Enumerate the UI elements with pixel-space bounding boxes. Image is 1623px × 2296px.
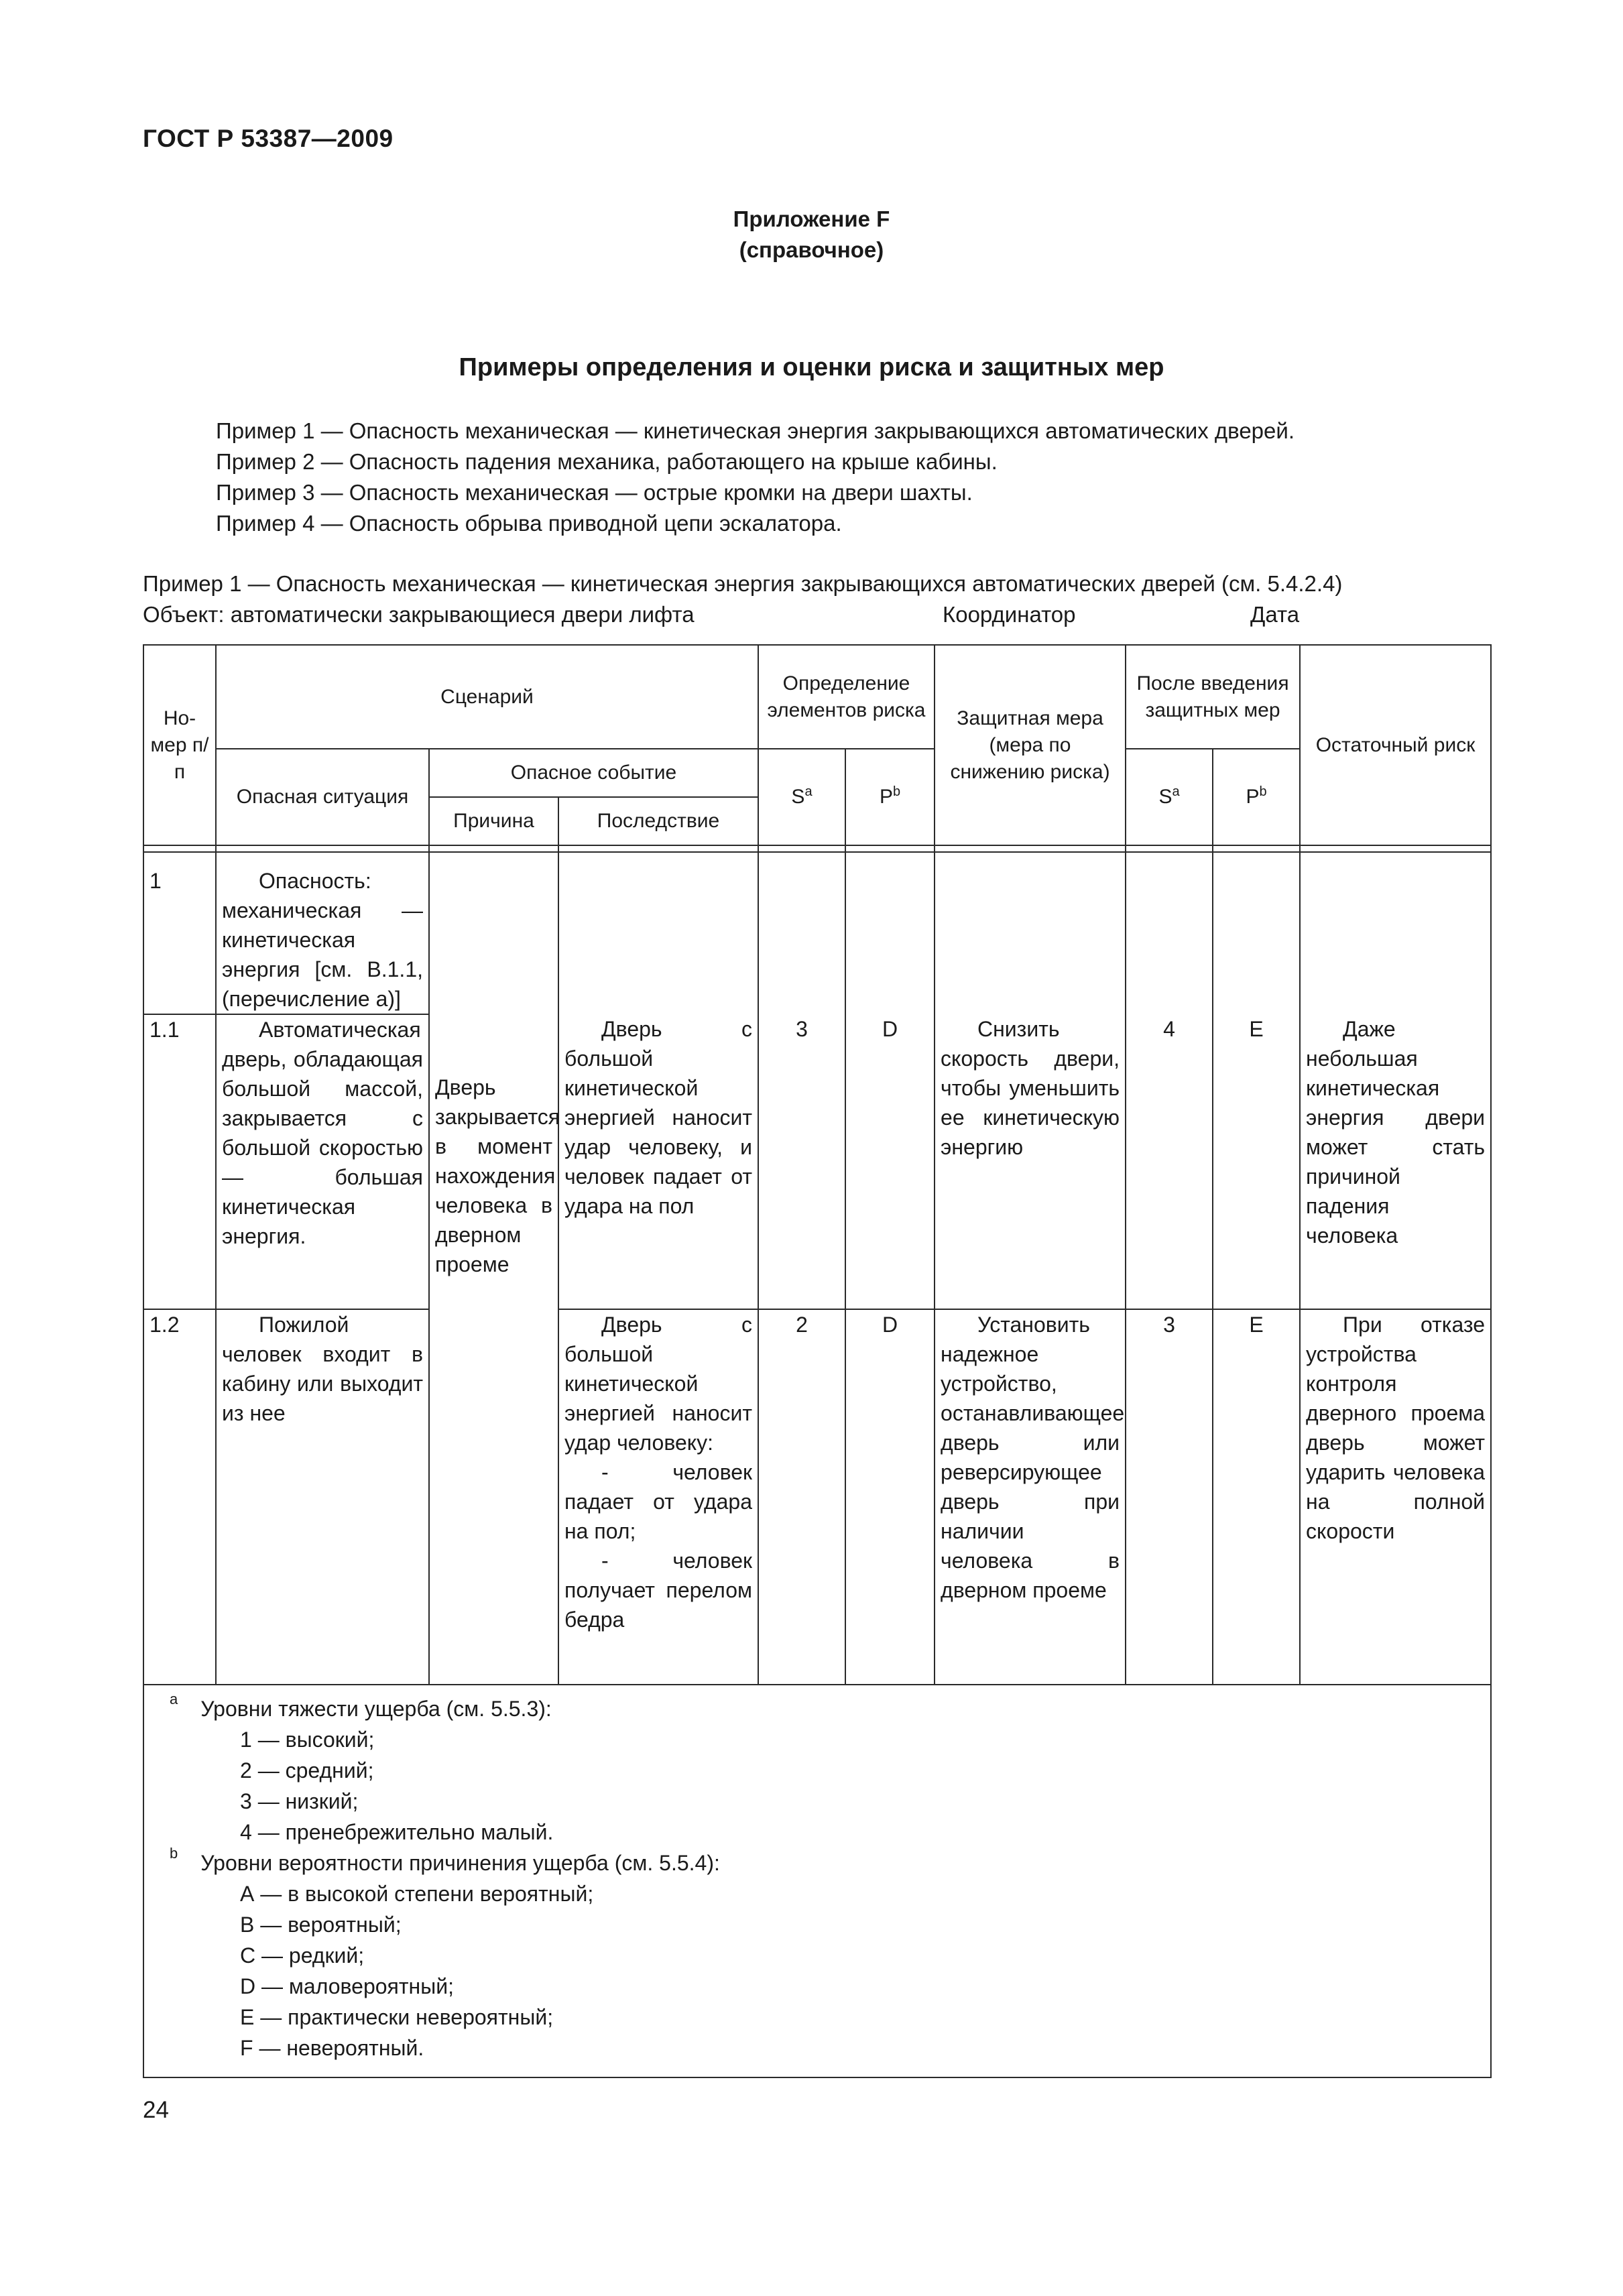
header-p: $P^b$	[845, 749, 935, 845]
footnote-item: F — невероятный.	[240, 2036, 424, 2060]
table-row	[143, 1309, 1491, 1685]
document-code: ГОСТ Р 53387—2009	[143, 125, 394, 152]
footnote-item: 3 — низкий;	[240, 1789, 359, 1813]
row-measure: Установить надежное устройство, останавливающее дверь или реверсирующее дверь при наличии человека в дверном проеме	[935, 1309, 1126, 1685]
row-residual: Даже небольшая кинетическая энергия двери может стать причиной падения человека	[1300, 1014, 1491, 1309]
header-s-after: $S^a$	[1126, 749, 1213, 845]
table-row	[143, 852, 1491, 1014]
table-footnotes	[143, 1685, 1491, 2077]
footnote-a-title: Уровни тяжести ущерба (см. 5.5.3):	[200, 1697, 552, 1721]
appendix-title: Приложение F	[733, 206, 890, 231]
row-s: 3	[758, 1014, 845, 1309]
header-definition: Определение элементов риска	[758, 645, 935, 749]
row-p-after: E	[1213, 1309, 1300, 1685]
appendix-heading	[0, 204, 1623, 265]
footnote-item: 4 — пренебрежительно малый.	[240, 1820, 554, 1844]
header-residual: Остаточный риск	[1300, 645, 1491, 845]
appendix-subtitle: (справочное)	[739, 237, 884, 262]
row-num: 1.2	[143, 1309, 216, 1685]
footnote-item: D — маловероятный;	[240, 1974, 454, 1998]
footnote-item: С — редкий;	[240, 1943, 365, 1968]
header-after: После введения защитных мер	[1126, 645, 1300, 749]
footnotes-row	[143, 1685, 1491, 2077]
row-consequence: Дверь с большой кинетической энергией наносит удар человеку, и человек падает от удара на пол	[558, 1014, 758, 1309]
header-situation: Опасная ситуация	[216, 749, 429, 845]
example-item: Пример 3 — Опасность механическая — острые кромки на двери шахты.	[216, 480, 973, 505]
coordinator-label: Координатор	[943, 602, 1076, 627]
header-s: $S^a$	[758, 749, 845, 845]
row-num: 1.1	[143, 1014, 216, 1309]
header-num: Но-мер п/п	[143, 645, 216, 845]
example-intro	[143, 568, 1490, 630]
risk-table	[143, 644, 1492, 2078]
object-label: Объект: автоматически закрывающиеся двери лифта	[143, 602, 695, 627]
row-cause: Дверь закрывается в момент нахождения человека в дверном проеме	[435, 1075, 560, 1276]
header-cause: Причина	[429, 797, 558, 845]
footnote-item: А — в высокой степени вероятный;	[240, 1882, 594, 1906]
consequence-item: - человек падает от удара на пол;	[564, 1460, 752, 1543]
row-s-after: 4	[1126, 1014, 1213, 1309]
row-p: D	[845, 1014, 935, 1309]
header-p-after: $P^b$	[1213, 749, 1300, 845]
row-p-after: E	[1213, 1014, 1300, 1309]
example-item: Пример 2 — Опасность падения механика, работающего на крыше кабины.	[216, 449, 998, 474]
footnote-item: 2 — средний;	[240, 1758, 374, 1783]
example-item: Пример 1 — Опасность механическая — кинетическая энергия закрывающихся автоматических дверей.	[216, 418, 1295, 443]
row-situation: Пожилой человек входит в кабину или выходит из нее	[216, 1309, 429, 1685]
examples-list	[216, 416, 1295, 539]
example-1-title: Пример 1 — Опасность механическая — кинетическая энергия закрывающихся автоматических дверей (см. 5.4.2.4)	[143, 571, 1343, 596]
page-number: 24	[143, 2097, 169, 2123]
row-s: 2	[758, 1309, 845, 1685]
header-scenario: Сценарий	[216, 645, 758, 749]
footnote-item: В — вероятный;	[240, 1913, 402, 1937]
table-row	[143, 1014, 1491, 1309]
example-item: Пример 4 — Опасность обрыва приводной цепи эскалатора.	[216, 511, 842, 536]
row-situation: Автоматическая дверь, обладающая большой массой, закрывается с большой скоростью — большая кинетическая энергия.	[216, 1014, 429, 1309]
row-measure: Снизить скорость двери, чтобы уменьшить ее кинетическую энергию	[935, 1014, 1126, 1309]
footnote-item: E — практически невероятный;	[240, 2005, 554, 2029]
row-situation: Опасность: механическая — кинетическая энергия [см. В.1.1, (перечисление а)]	[216, 852, 429, 1014]
header-consequence: Последствие	[558, 797, 758, 845]
footnote-b-title: Уровни вероятности причинения ущерба (см. 5.5.4):	[200, 1851, 720, 1875]
row-p: D	[845, 1309, 935, 1685]
row-num: 1	[143, 852, 216, 1014]
row-s-after: 3	[1126, 1309, 1213, 1685]
footnote-mark-a: a	[170, 1691, 178, 1707]
row-consequence: Дверь с большой кинетической энергией наносит удар человеку:	[564, 1313, 752, 1455]
object-line	[143, 599, 1490, 630]
header-measure: Защитная мера (мера по снижению риска)	[935, 645, 1126, 845]
header-event: Опасное событие	[429, 749, 758, 797]
date-label: Дата	[1250, 602, 1300, 627]
footnote-item: 1 — высокий;	[240, 1728, 375, 1752]
document-title: Примеры определения и оценки риска и защитных мер	[459, 353, 1164, 381]
consequence-item: - человек получает перелом бедра	[564, 1549, 752, 1632]
row-residual: При отказе устройства контроля дверного проема дверь может ударить человека на полной скорости	[1300, 1309, 1491, 1685]
footnote-mark-b: b	[170, 1845, 178, 1862]
